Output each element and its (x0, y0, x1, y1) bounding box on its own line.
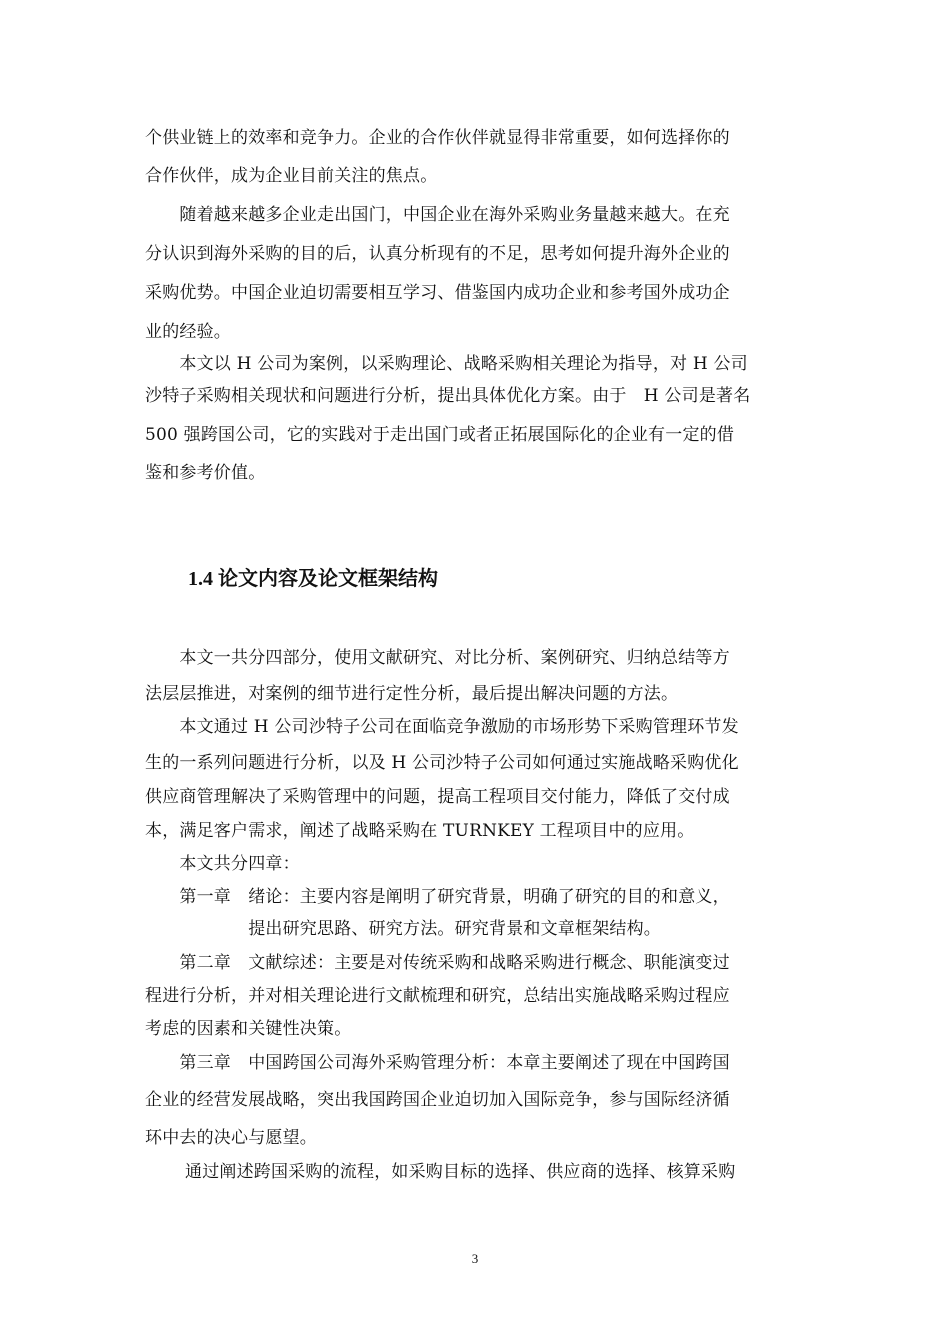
page-number: 3 (471, 1251, 479, 1266)
paragraph-line: 鉴和参考价值。 (145, 463, 266, 483)
paragraph-line: 考虑的因素和关键性决策。 (145, 1019, 352, 1039)
paragraph-line: 本文一共分四部分，使用文献研究、对比分析、案例研究、归纳总结等方 (145, 648, 730, 668)
paragraph-line: 本文通过 H 公司沙特子公司在面临竞争激励的市场形势下采购管理环节发 (145, 717, 739, 737)
paragraph-line: 环中去的决心与愿望。 (145, 1128, 317, 1148)
paragraph-line: 本文共分四章： (145, 854, 300, 874)
paragraph-line: 第二章 文献综述：主要是对传统采购和战略采购进行概念、职能演变过 (145, 953, 730, 973)
paragraph-line: 沙特子采购相关现状和问题进行分析，提出具体优化方案。由于 H 公司是著名 (145, 386, 751, 406)
paragraph-line: 供应商管理解决了采购管理中的问题，提高工程项目交付能力，降低了交付成 (145, 787, 730, 807)
paragraph-line: 法层层推进，对案例的细节进行定性分析，最后提出解决问题的方法。 (145, 684, 679, 704)
paragraph-line: 500 强跨国公司，它的实践对于走出国门或者正拓展国际化的企业有一定的借 (145, 425, 735, 445)
paragraph-line: 本文以 H 公司为案例，以采购理论、战略采购相关理论为指导，对 H 公司 (145, 354, 748, 374)
paragraph-line: 第一章 绪论：主要内容是阐明了研究背景，明确了研究的目的和意义， (145, 887, 730, 907)
paragraph-line: 个供业链上的效率和竞争力。企业的合作伙伴就显得非常重要，如何选择你的 (145, 128, 730, 148)
paragraph-line: 提出研究思路、研究方法。研究背景和文章框架结构。 (145, 919, 661, 939)
paragraph-line: 业的经验。 (145, 322, 231, 342)
paragraph-line: 程进行分析，并对相关理论进行文献梳理和研究，总结出实施战略采购过程应 (145, 986, 730, 1006)
paragraph-line: 第三章 中国跨国公司海外采购管理分析：本章主要阐述了现在中国跨国 (145, 1053, 730, 1073)
paragraph-line: 企业的经营发展战略，突出我国跨国企业迫切加入国际竞争，参与国际经济循 (145, 1090, 730, 1110)
paragraph-line: 本，满足客户需求，阐述了战略采购在 TURNKEY 工程项目中的应用。 (145, 821, 695, 841)
paragraph-line: 生的一系列问题进行分析，以及 H 公司沙特子公司如何通过实施战略采购优化 (145, 753, 739, 773)
paragraph-line: 随着越来越多企业走出国门，中国企业在海外采购业务量越来越大。在充 (145, 205, 730, 225)
paragraph-line: 通过阐述跨国采购的流程，如采购目标的选择、供应商的选择、核算采购 (145, 1162, 736, 1182)
section-heading: 1.4 论文内容及论文框架结构 (188, 568, 438, 590)
paragraph-line: 采购优势。中国企业迫切需要相互学习、借鉴国内成功企业和参考国外成功企 (145, 283, 730, 303)
paragraph-line: 分认识到海外采购的目的后，认真分析现有的不足，思考如何提升海外企业的 (145, 244, 730, 264)
paragraph-line: 合作伙伴，成为企业目前关注的焦点。 (145, 166, 438, 186)
